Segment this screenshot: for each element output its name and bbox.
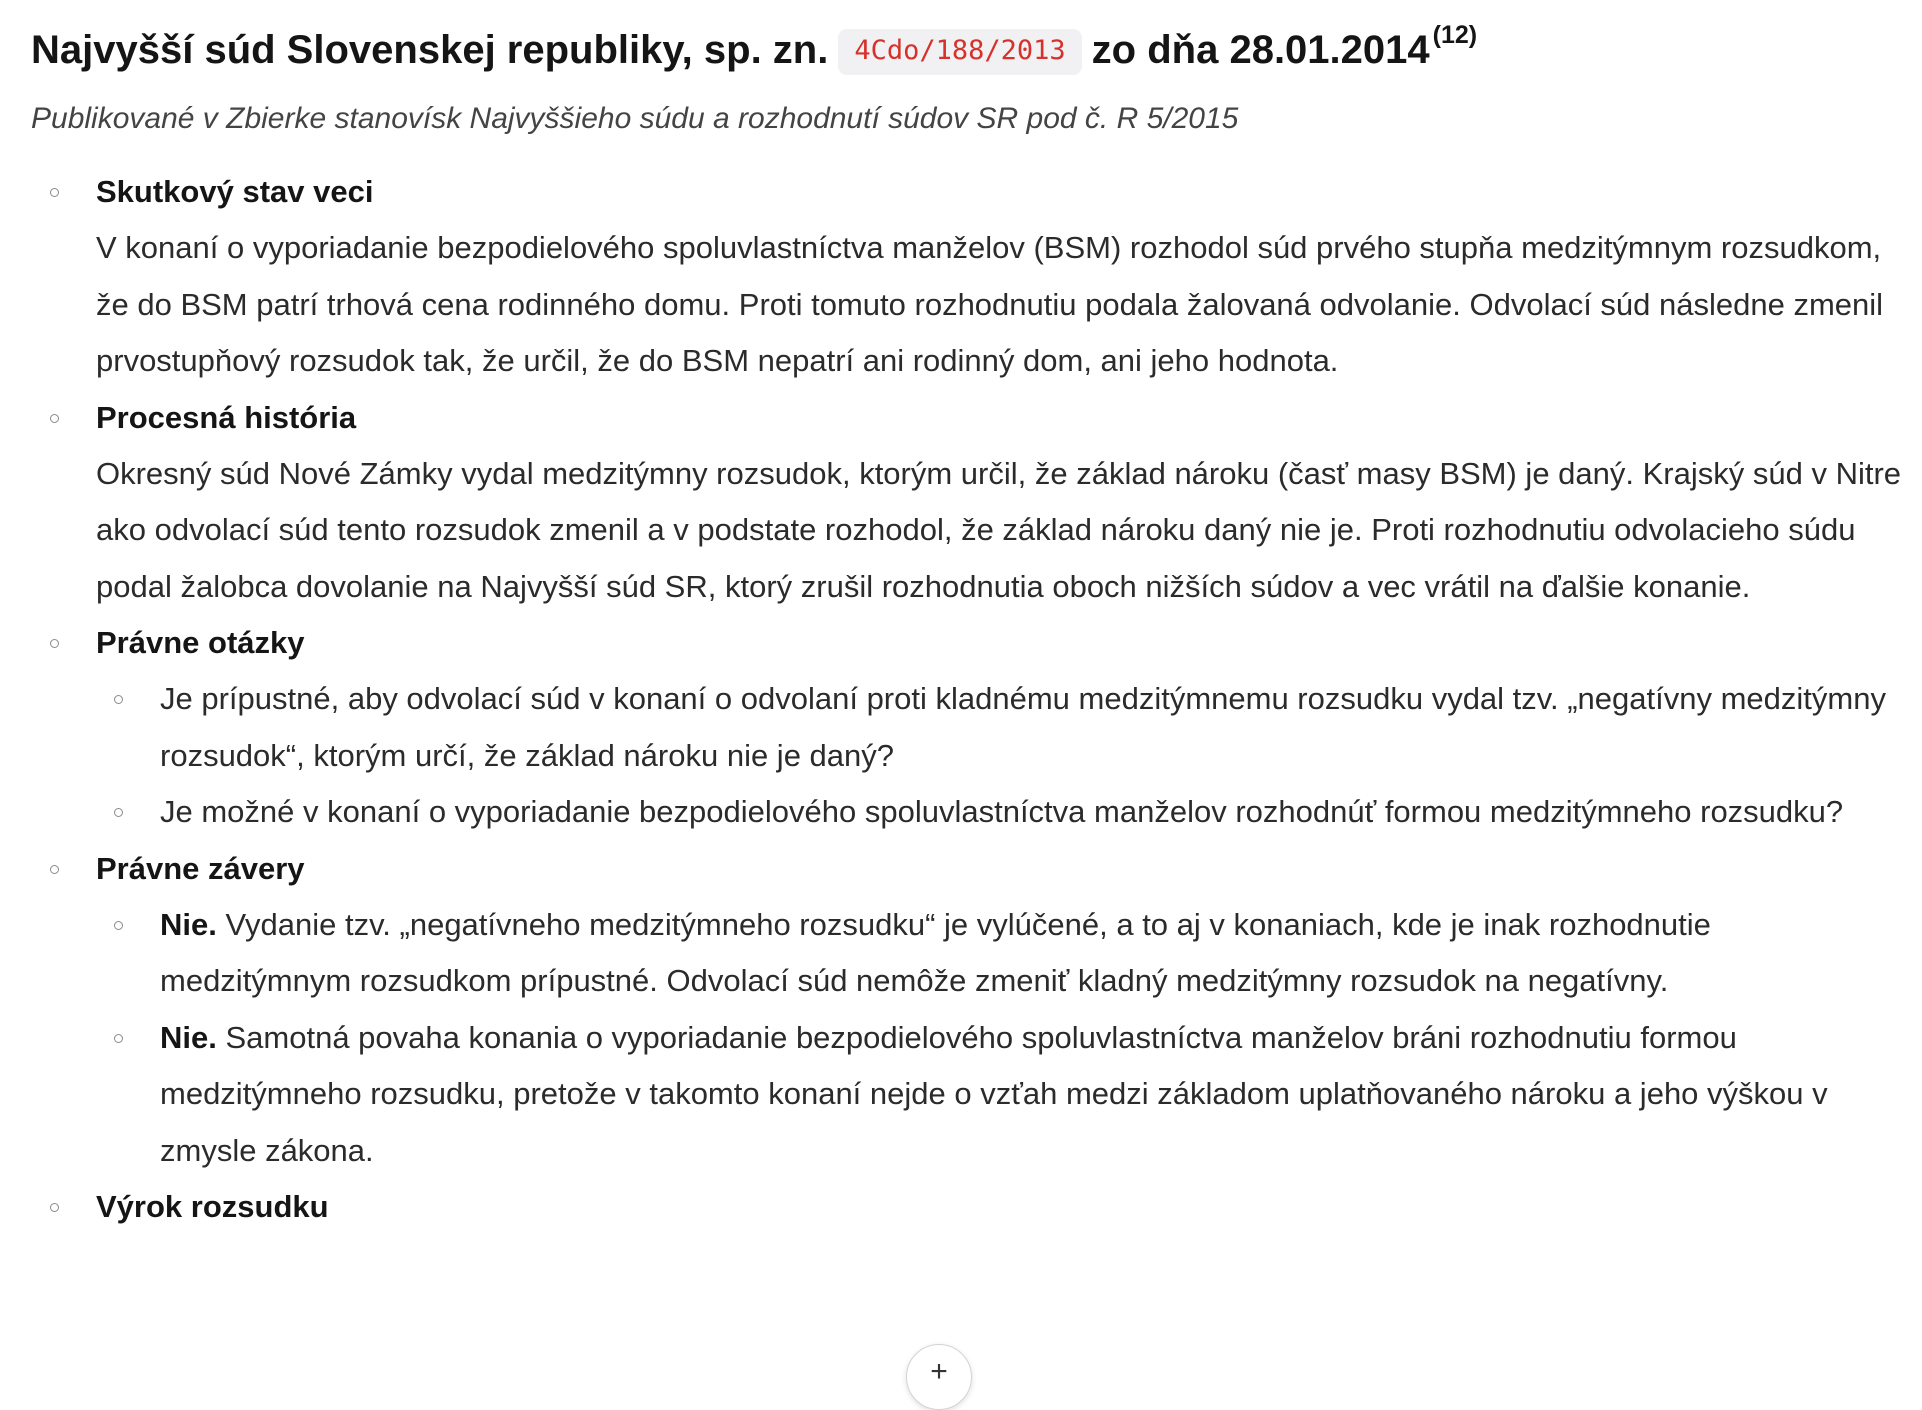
section-facts [0,164,1922,390]
plus-icon: + [930,1355,948,1388]
section-legal-conclusions [0,841,1922,1180]
list-item [96,784,1902,841]
section-heading: Právne otázky [96,625,305,660]
section-heading: Procesná história [96,399,357,435]
conclusion-text: Samotná povaha konania o vyporiadanie bezpodielového spoluvlastníctva manželov bráni rozhodnutiu formou medzitýmneho rozsudku, pretože v takomto konaní nejde o vzťah medzi základom uplatňovaného nároku a jeho výškou v zmysle zákona. [160,1019,1828,1168]
circle-bullet-icon [50,865,59,874]
section-heading: Výrok rozsudku [96,1189,329,1224]
case-number-code: 4Cdo/188/2013 [838,29,1081,75]
conclusion-text: Vydanie tzv. „negatívneho medzitýmneho rozsudku“ je vylúčené, a to aj v konaniach, kde je inak rozhodnutie medzitýmnym rozsudkom prípustné. Odvolací súd nemôže zmeniť kladný medzitýmny rozsudok na negatívny. [160,906,1711,998]
section-text: V konaní o vyporiadanie bezpodielového spoluvlastníctva manželov (BSM) rozhodol súd prvého stupňa medzitýmnym rozsudkom, že do BSM patrí trhová cena rodinného domu. Proti tomuto rozhodnutiu podala žalovaná odvolanie. Odvolací súd následne zmenil prvostupňový rozsudok tak, že určil, že do BSM nepatrí ani rodinný dom, ani jeho hodnota. [96,230,1884,378]
title-text: Najvyšší súd Slovenskej republiky, sp. zn. [31,28,829,72]
circle-bullet-icon [50,188,59,197]
footnote-reference[interactable]: (12) [1432,21,1478,49]
circle-bullet-icon [114,1034,123,1043]
section-procedural-history [0,390,1922,616]
circle-bullet-icon [114,695,123,704]
conclusion-answer: Nie. [160,1019,217,1055]
section-text: Okresný súd Nové Zámky vydal medzitýmny rozsudok, ktorým určil, že základ nároku (časť masy BSM) je daný. Krajský súd v Nitre ako odvolací súd tento rozsudok zmenil a v podstate rozhodol, že základ nároku daný nie je. Proti rozhodnutiu odvolacieho súdu podal žalobca dovolanie na Najvyšší súd SR, ktorý zrušil rozhodnutia oboch nižších súdov a vec vrátil na ďalšie konanie. [96,455,1902,604]
add-button[interactable] [906,1344,972,1410]
page-title [31,22,1477,78]
section-verdict [0,1179,1922,1235]
case-summary-list [0,164,1922,1235]
circle-bullet-icon [50,1203,59,1212]
legal-questions-list [96,671,1902,841]
question-text: Je možné v konaní o vyporiadanie bezpodielového spoluvlastníctva manželov rozhodnúť formou medzitýmneho rozsudku? [160,794,1844,829]
title-date: zo dňa 28.01.2014 [1091,28,1430,72]
list-item [96,1010,1902,1180]
list-item [96,897,1902,1010]
question-text: Je prípustné, aby odvolací súd v konaní o odvolaní proti kladnému medzitýmnemu rozsudku vydal tzv. „negatívny medzitýmny rozsudok“, ktorým určí, že základ nároku nie je daný? [160,681,1886,773]
section-heading: Skutkový stav veci [96,174,374,209]
conclusion-answer: Nie. [160,906,217,942]
circle-bullet-icon [50,414,59,423]
section-legal-questions [0,615,1922,841]
circle-bullet-icon [114,921,123,930]
legal-conclusions-list [96,897,1902,1180]
circle-bullet-icon [114,808,123,817]
publication-note: Publikované v Zbierke stanovísk Najvyššieho súdu a rozhodnutí súdov SR pod č. R 5/2015 [31,102,1239,135]
list-item [96,671,1902,784]
circle-bullet-icon [50,639,59,648]
section-heading: Právne závery [96,850,305,886]
